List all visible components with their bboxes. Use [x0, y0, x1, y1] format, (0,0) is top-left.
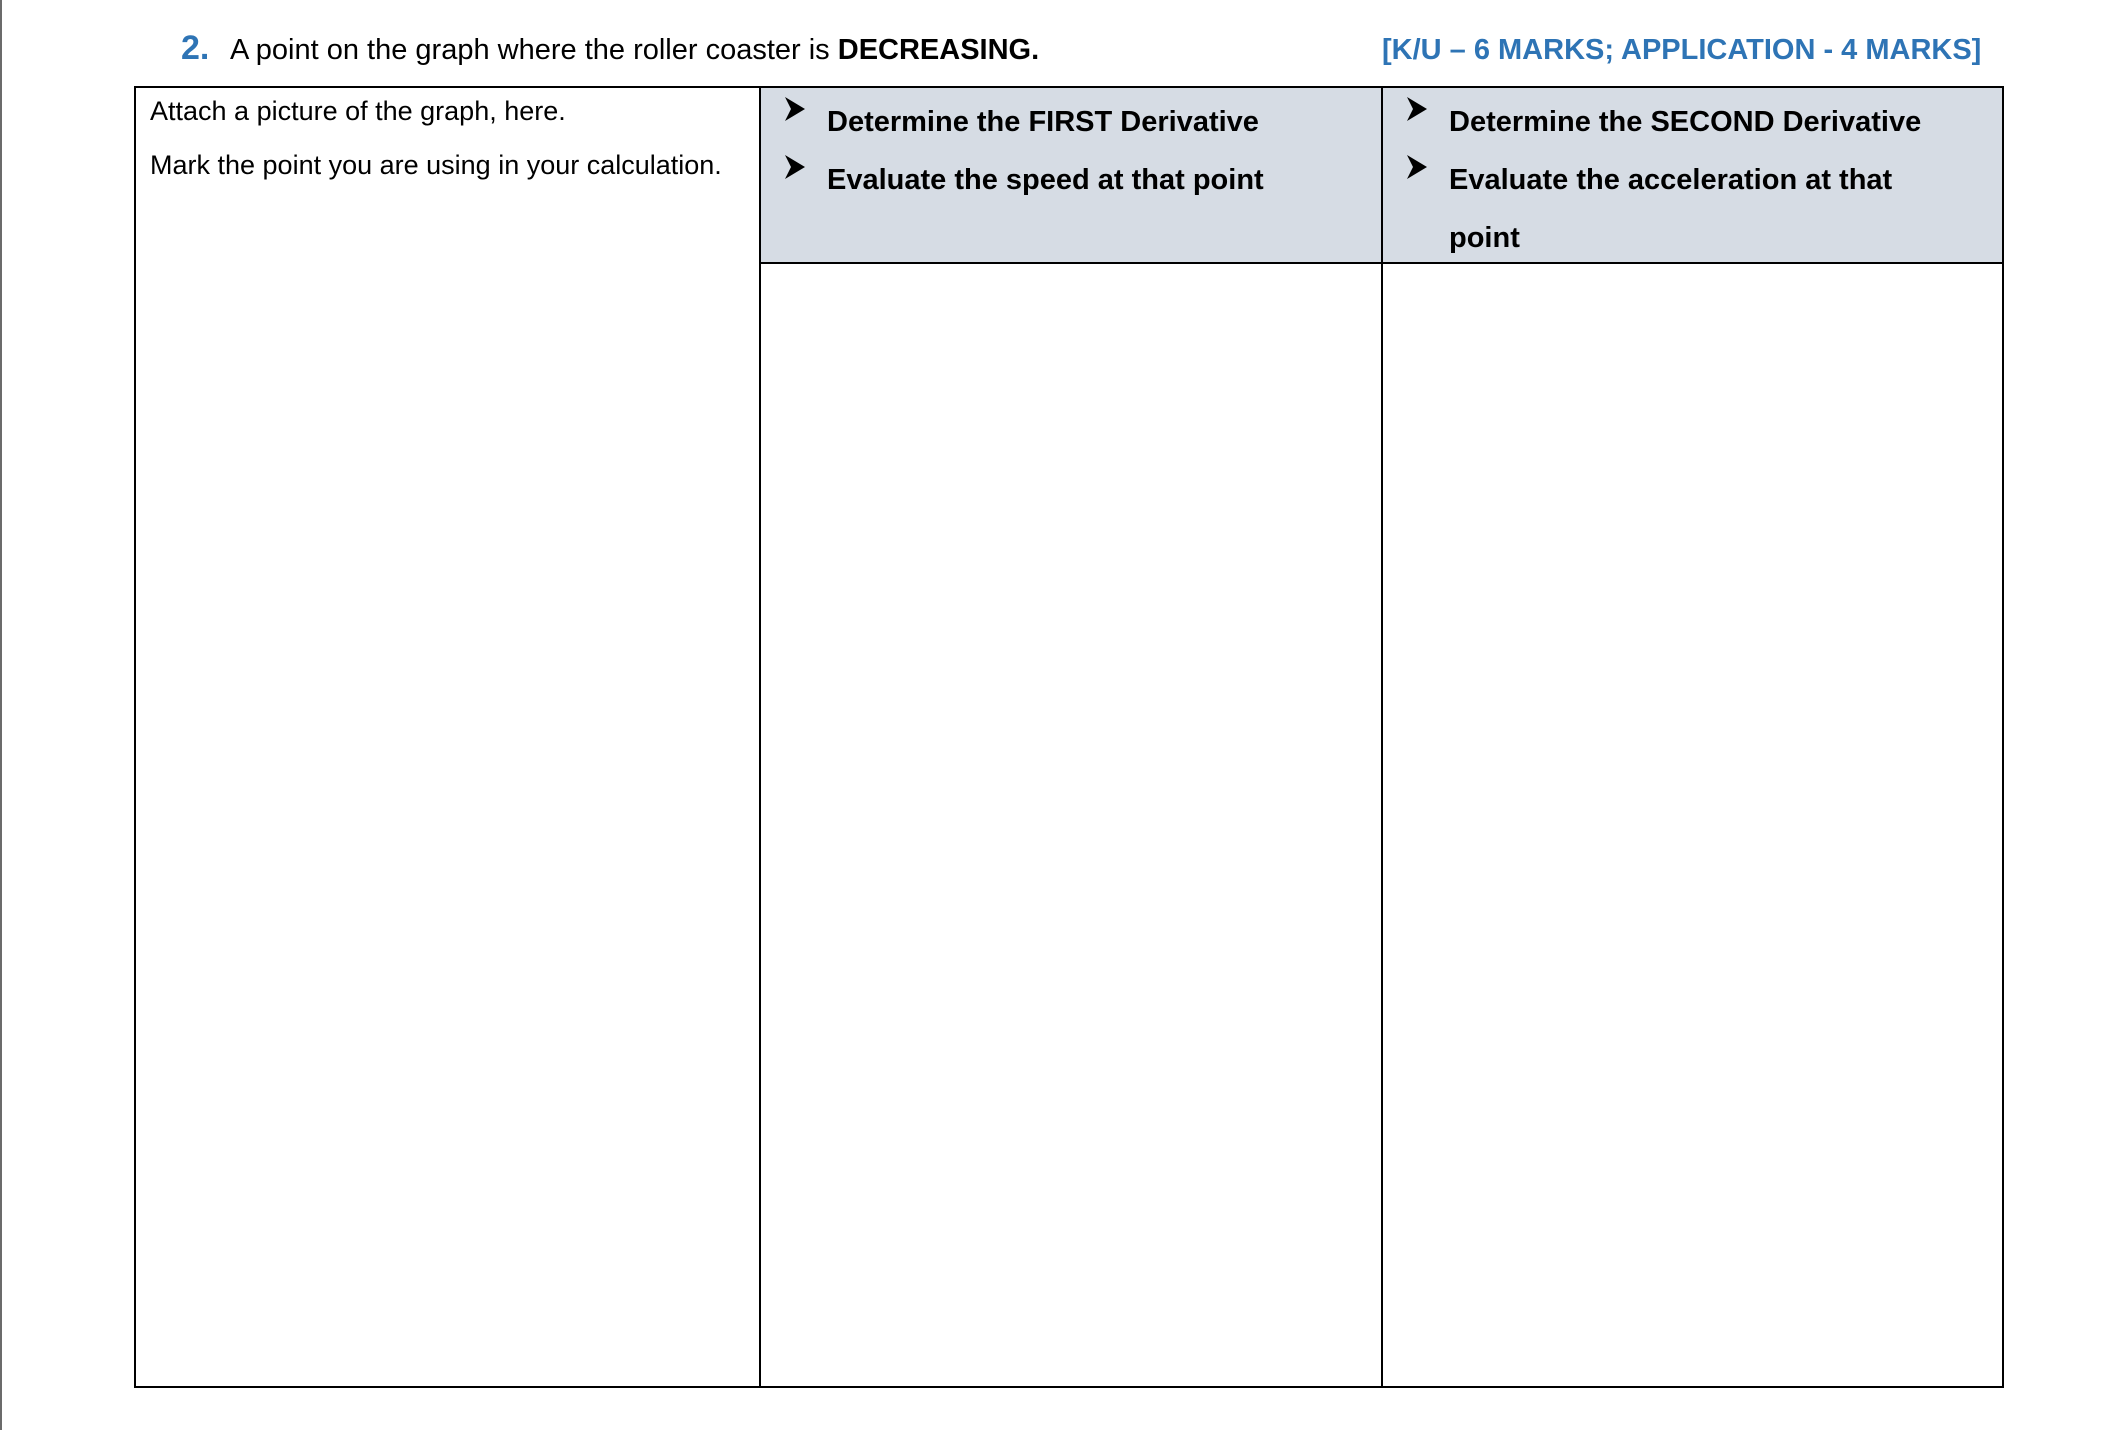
bullet-text: Evaluate the speed at that point [827, 164, 1264, 196]
second-derivative-column [1381, 88, 2002, 1386]
bullet-text: Determine the SECOND Derivative [1449, 106, 1922, 138]
graph-column[interactable] [136, 88, 759, 1386]
bullet-evaluate-acceleration [1449, 151, 1969, 267]
page-left-edge [0, 0, 2, 1430]
graph-instruction-mark: Mark the point you are using in your calculation. [150, 150, 722, 180]
question-text [230, 28, 1039, 72]
first-derivative-header [761, 88, 1381, 264]
arrowhead-bullet-icon [1405, 95, 1429, 123]
question-text-prefix: A point on the graph where the roller coaster is [230, 34, 838, 66]
bullet-text: Determine the FIRST Derivative [827, 106, 1259, 138]
arrowhead-bullet-icon [783, 95, 807, 123]
bullet-evaluate-speed [827, 151, 1367, 209]
graph-instruction-attach: Attach a picture of the graph, here. [150, 96, 566, 126]
bullet-text: Evaluate the acceleration at that point [1449, 164, 1893, 254]
answer-table [134, 86, 2004, 1388]
second-derivative-header [1383, 88, 2002, 264]
bullet-second-derivative [1449, 93, 1969, 151]
arrowhead-bullet-icon [1405, 153, 1429, 181]
question-header [0, 26, 2114, 74]
question-number: 2. [181, 29, 210, 67]
question-keyword: DECREASING. [837, 34, 1040, 66]
arrowhead-bullet-icon [783, 153, 807, 181]
bullet-first-derivative [827, 93, 1367, 151]
first-derivative-column [759, 88, 1381, 1386]
marks-allocation: [K/U – 6 MARKS; APPLICATION - 4 MARKS] [1382, 34, 1982, 66]
